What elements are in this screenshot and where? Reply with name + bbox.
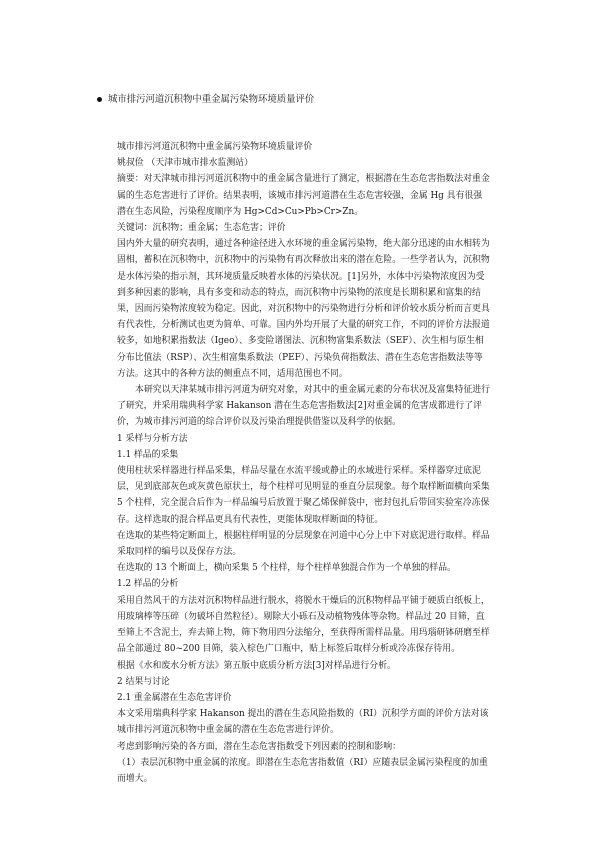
subsection-heading-1-2: 1.2 样品的分析 xyxy=(117,579,179,590)
subsection-heading-1-1: 1.1 样品的采集 xyxy=(117,449,179,460)
article-title: 城市排污河道沉积物中重金属污染物环境质量评价 xyxy=(117,142,313,152)
bullet-list-item xyxy=(108,93,314,106)
intro-paragraph-1: 国内外大量的研究表明，通过各种途径进入水环境的重金属污染物，绝大部分迅速的由水相转为固相，蓄积在沉积物中，沉积物中的污染物有再次释放出来的潜在危险。一些学者认为，沉积物是水体污染的指示剂，其环境质量反映着水体的污染状况。[1]另外，水体中污染物浓度因为受到多种因素的影响，具有多变和动态的特点，而沉积物中污染物的浓度是长期积累和富集的结果，因而污染物浓度较为稳定。因此，对沉积物中的污染物进行分析和评价较水质分析而言更具有代表性，分析测试也更为简单、可靠。国内外均开展了大量的研究工作，不同的评价方法报道较多，如地积累指数法（Igeo）、多变险谱图法、沉积物富集系数法（SEF）、次生相与原生相分布比值法（RSP）、次生相富集系数法（PEF）、污染负荷指数法、潜在生态危害指数法等等方法。这其中的各种方法的侧重点不同，适用范围也不同。 xyxy=(117,239,490,379)
risk-paragraph-3: （1）表层沉积物中重金属的浓度。即潜在生态危害指数值（RI）应随表层金属污染程度的加重而增大。 xyxy=(117,757,488,784)
author-line: 姚叔俭 （天津市城市排水监测站） xyxy=(117,158,253,169)
risk-paragraph-1: 本文采用瑞典科学家 Hakanson 提出的潜在生态风险指数的（RI）沉积学方面的评价方法对该城市排污河道沉积物中重金属的潜在生态危害进行评价。 xyxy=(117,709,489,736)
abstract: 摘要：对天津城市排污河道沉积物中的重金属含量进行了测定，根据潜在生态危害指数法对重金属的生态危害进行了评价。结果表明，该城市排污河道潜在生态危害较强，金属 Hg 具有很强潜在生态风险，污染程度顺序为 Hg>Cd>Cu>Pb>Cr>Zn。 xyxy=(117,174,490,217)
sampling-paragraph-1: 使用柱状采样器进行样品采集，样品尽量在水流平缓或静止的水域进行采样。采样器穿过底泥层，见到底部灰色或灰黄色原状土，每个柱样可见明显的垂直分层现象。每个取样断面横向采集 5 个柱样，完全混合后作为一样品编号后放置于聚乙烯保鲜袋中，密封包扎后带回实验室冷冻保存。这样选取的混合样品更具有代表性，更能体现取样断面的特征。 xyxy=(117,466,490,525)
keywords: 关键词：沉积物；重金属；生态危害；评价 xyxy=(117,223,286,234)
subsection-heading-2-1: 2.1 重金属潜在生态危害评价 xyxy=(117,692,232,703)
analysis-paragraph-2: 根据《水和废水分析方法》第五版中底质分析方法[3]对样品进行分析。 xyxy=(117,660,396,671)
section-heading-2: 2 结果与讨论 xyxy=(117,676,170,687)
intro-paragraph-2: 本研究以天津某城市排污河道为研究对象，对其中的重金属元素的分布状况及富集特征进行了研究，并采用瑞典科学家 Hakanson 潜在生态危害指数法[2]对重金属的危害成都进行了评价，为城市排污河道的综合评价以及污染治理提供借鉴以及科学的依据。 xyxy=(117,385,490,428)
article-body xyxy=(117,139,491,787)
bullet-icon xyxy=(97,97,102,102)
section-heading-1: 1 采样与分析方法 xyxy=(117,433,188,444)
bullet-title: 城市排污河道沉积物中重金属污染物环境质量评价 xyxy=(108,94,315,105)
sampling-paragraph-2: 在选取的某些特定断面上，根据柱样明显的分层现象在河道中心分上中下对底泥进行取样。样品采取同样的编号以及保存方法。 xyxy=(117,530,490,558)
risk-paragraph-2: 考虑到影响污染的各方面，潜在生态危害指数受下列因素的控制和影响： xyxy=(117,741,401,752)
analysis-paragraph-1: 采用自然风干的方法对沉积物样品进行脱水，将脱水干燥后的沉积物样品平铺于硬质白纸板上，用玻璃棒等压碎（勿破坏自然粒径）。剔除大小砾石及动植物残体等杂物。样品过 20 目筛，直至筛上不含泥土，弃去筛上物，筛下物用四分法缩分，至获得所需样品量。用玛瑙研钵研磨至样品全部通过 80~200 目筛，装入棕色广口瓶中，贴上标签后取样分析或冷冻保存待用。 xyxy=(117,595,490,655)
sampling-paragraph-3: 在选取的 13 个断面上，横向采集 5 个柱样，每个柱样单独混合作为一个单独的样品。 xyxy=(117,563,456,574)
